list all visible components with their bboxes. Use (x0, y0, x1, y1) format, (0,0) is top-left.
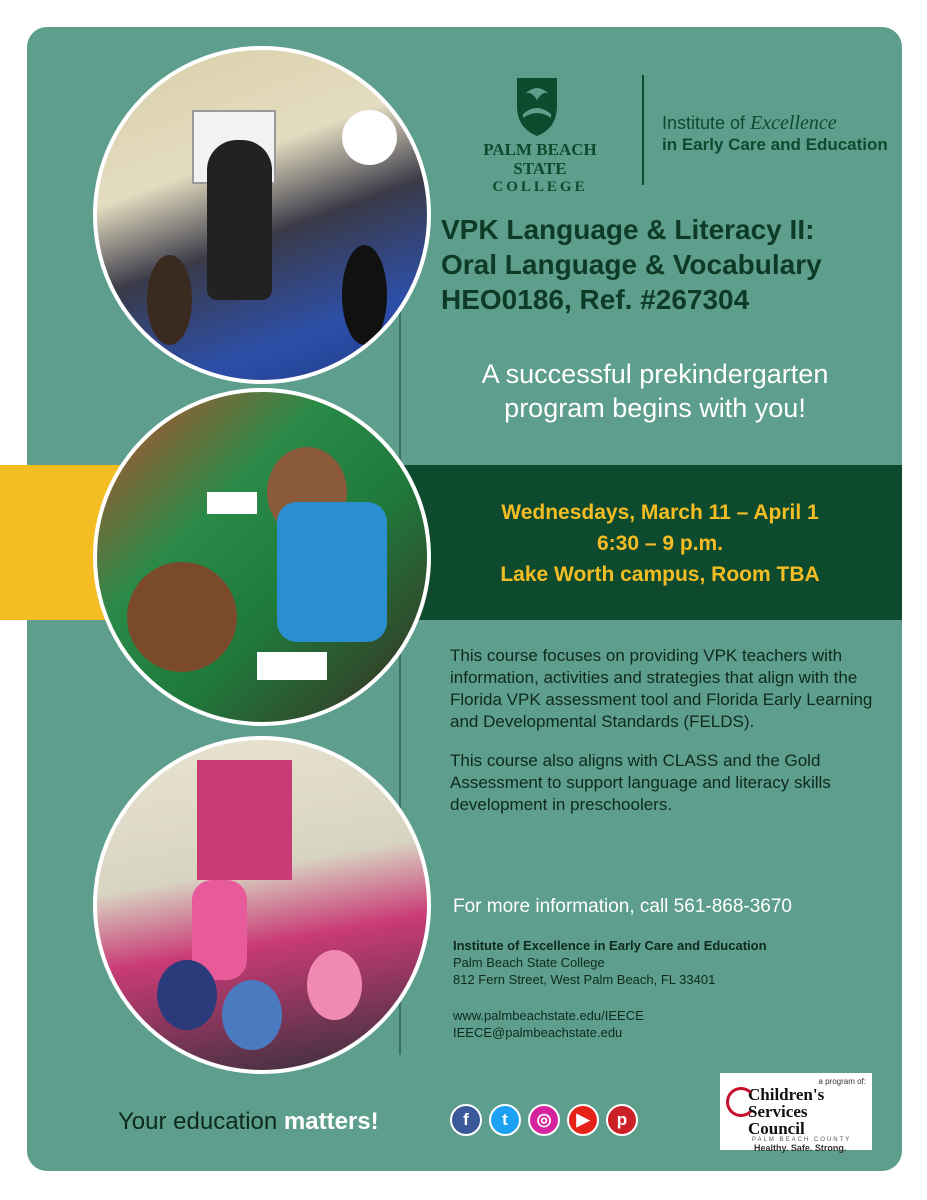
slogan-b: matters! (283, 1108, 379, 1135)
contact-street: 812 Fern Street, West Palm Beach, FL 33401 (453, 972, 716, 987)
tagline-line2: program begins with you! (504, 393, 806, 423)
slogan-a: Your education (118, 1108, 284, 1135)
institute-line1-a: Institute of (662, 113, 751, 133)
college-name-line1: PALM BEACH STATE (483, 140, 597, 178)
csc-motto: Healthy. Safe. Strong. (754, 1143, 847, 1153)
info-phone: For more information, call 561-868-3670 (453, 896, 793, 917)
csc-county: PALM BEACH COUNTY (752, 1137, 852, 1143)
csc-name-line2: Services Council (748, 1102, 808, 1138)
twitter-icon[interactable]: t (489, 1104, 521, 1136)
description-paragraph-1: This course focuses on providing VPK teachers with information, activities and strategies that align with the Florida VPK assessment tool and Florida Early Learning and Developmental Standards (FELDS). (450, 646, 873, 731)
title-line3: HEO0186, Ref. #267304 (441, 284, 750, 315)
pinterest-icon[interactable]: p (606, 1104, 638, 1136)
social-icons (450, 1104, 638, 1136)
schedule-days: Wednesdays, March 11 – April 1 (501, 501, 819, 524)
photo-classroom-circle-time (93, 736, 431, 1074)
website-link[interactable]: www.palmbeachstate.edu/IEECE (453, 1008, 644, 1023)
facebook-icon[interactable]: f (450, 1104, 482, 1136)
title-line1: VPK Language & Literacy II: (441, 214, 815, 245)
youtube-icon[interactable]: ▶ (567, 1104, 599, 1136)
email-link[interactable]: IEECE@palmbeachstate.edu (453, 1025, 623, 1040)
tagline (420, 357, 890, 425)
csc-logo (720, 1073, 872, 1153)
heart-icon (726, 1087, 756, 1117)
college-name-line2: COLLEGE (492, 179, 588, 195)
schedule (430, 497, 890, 590)
contact-org: Institute of Excellence in Early Care and Education (453, 938, 767, 953)
college-shield-icon (513, 72, 561, 140)
csc-program-of: a program of: (818, 1077, 866, 1086)
schedule-time: 6:30 – 9 p.m. (596, 532, 724, 555)
logo-divider (642, 75, 644, 185)
institute-name (662, 112, 892, 156)
course-title (441, 212, 896, 317)
photo-teacher-reading (93, 46, 431, 384)
institute-line1-b: Excellence (750, 112, 837, 134)
photo-children-word-cards (93, 388, 431, 726)
course-description (450, 645, 880, 833)
slogan (118, 1108, 379, 1136)
contact-college: Palm Beach State College (453, 955, 605, 970)
instagram-icon[interactable]: ◎ (528, 1104, 560, 1136)
college-name (460, 140, 620, 197)
description-paragraph-2: This course also aligns with CLASS and the Gold Assessment to support language and literacy skills development in preschoolers. (450, 751, 831, 814)
csc-name-line1: Children's (748, 1085, 825, 1104)
schedule-location: Lake Worth campus, Room TBA (500, 563, 820, 586)
contact-online (453, 1007, 883, 1041)
contact-address (453, 937, 883, 988)
institute-line2: in Early Care and Education (662, 135, 888, 154)
title-line2: Oral Language & Vocabulary (441, 249, 822, 280)
tagline-line1: A successful prekindergarten (481, 359, 829, 389)
